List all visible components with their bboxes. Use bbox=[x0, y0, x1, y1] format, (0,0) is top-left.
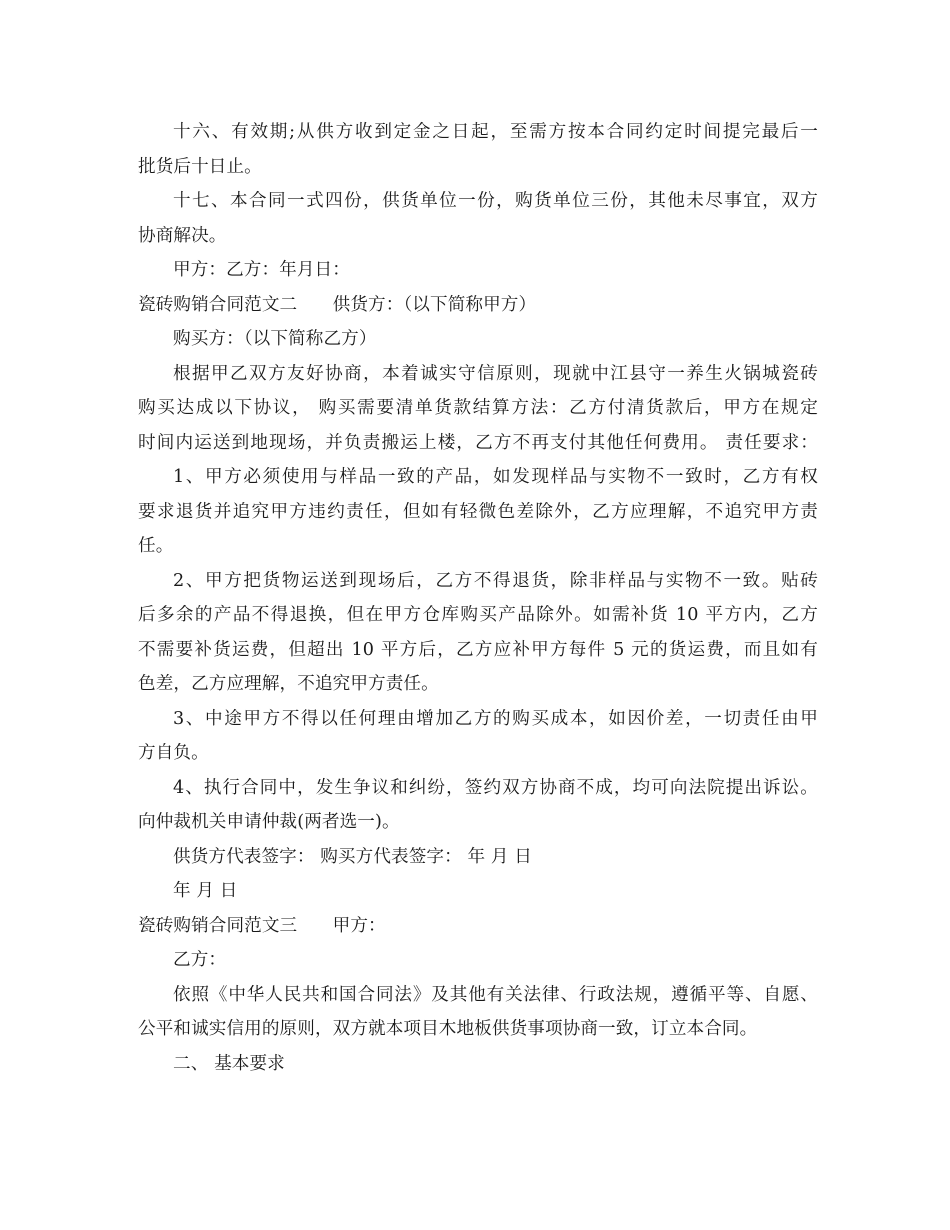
text-line: 3、中途甲方不得以任何理由增加乙方的购买成本，如因价差，一切责任由甲 bbox=[173, 708, 818, 729]
text-line: 时间内运送到地现场，并负责搬运上楼，乙方不再支付其他任何费用。 责任要求： bbox=[138, 432, 818, 453]
text-line: 二、 基本要求 bbox=[173, 1053, 285, 1074]
text-line: 公平和诚实信用的原则，双方就本项目木地板供货事项协商一致，订立本合同。 bbox=[138, 1019, 758, 1039]
text-line: 后多余的产品不得退换，但在甲方仓库购买产品除外。如需补货 10 平方内，乙方 bbox=[138, 605, 818, 625]
text-line: 瓷砖购销合同范文二 供货方：（以下简称甲方） bbox=[138, 294, 537, 315]
text-line: 4、执行合同中，发生争议和纠纷，签约双方协商不成，均可向法院提出诉讼。 bbox=[173, 777, 818, 798]
text-line: 年 月 日 bbox=[173, 881, 238, 901]
text-line: 向仲裁机关申请仲裁(两者选一)。 bbox=[138, 812, 400, 832]
text-line: 瓷砖购销合同范文三 甲方： bbox=[138, 915, 386, 936]
text-line: 甲方：乙方：年月日： bbox=[173, 260, 350, 280]
text-line: 十六、有效期;从供方收到定金之日起，至需方按本合同约定时间提完最后一 bbox=[173, 122, 818, 142]
text-line: 十七、本合同一式四份，供货单位一份，购货单位三份，其他未尽事宜，双方 bbox=[173, 191, 818, 211]
text-line: 1、甲方必须使用与样品一致的产品，如发现样品与实物不一致时，乙方有权 bbox=[173, 467, 818, 487]
text-line: 任。 bbox=[138, 536, 174, 556]
text-line: 根据甲乙双方友好协商，本着诚实守信原则，现就中江县守一养生火锅城瓷砖 bbox=[173, 363, 818, 384]
text-line: 乙方： bbox=[173, 950, 227, 970]
text-line: 方自负。 bbox=[138, 743, 209, 763]
text-line: 色差，乙方应理解，不追究甲方责任。 bbox=[138, 674, 439, 694]
text-line: 依照《中华人民共和国合同法》及其他有关法律、行政法规，遵循平等、自愿、 bbox=[173, 984, 818, 1005]
text-line: 购买方：（以下简称乙方） bbox=[173, 329, 377, 349]
text-line: 批货后十日止。 bbox=[138, 156, 262, 177]
text-line: 要求退货并追究甲方违约责任，但如有轻微色差除外，乙方应理解，不追究甲方责 bbox=[138, 501, 818, 522]
contract-text-body bbox=[138, 115, 818, 1081]
text-line: 购买达成以下协议， 购买需要清单货款结算方法：乙方付清货款后，甲方在规定 bbox=[138, 398, 818, 418]
text-line: 2、甲方把货物运送到现场后，乙方不得退货，除非样品与实物不一致。贴砖 bbox=[173, 570, 818, 591]
text-line: 供货方代表签字： 购买方代表签字： 年 月 日 bbox=[173, 846, 532, 867]
text-line: 协商解决。 bbox=[138, 225, 227, 246]
text-line: 不需要补货运费，但超出 10 平方后，乙方应补甲方每件 5 元的货运费，而且如有 bbox=[138, 639, 818, 660]
